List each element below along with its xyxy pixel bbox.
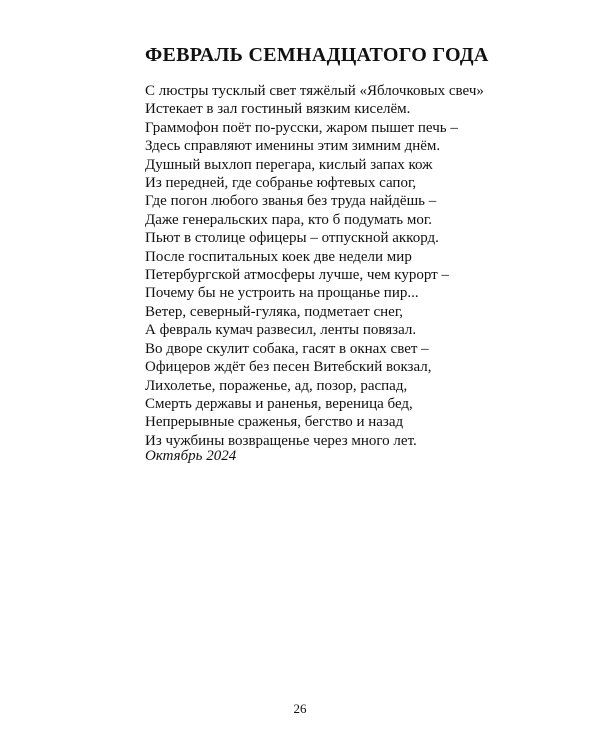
poem-line: Граммофон поёт по-русски, жаром пышет печь – xyxy=(145,119,458,136)
poem-line: Душный выхлоп перегара, кислый запах кож xyxy=(145,156,433,173)
poem-line: Из чужбины возвращенье через много лет. xyxy=(145,432,417,449)
poem-line: Истекает в зал гостиный вязким киселём. xyxy=(145,101,411,118)
poem-line: Офицеров ждёт без песен Витебский вокзал, xyxy=(145,359,432,376)
poem-line: Почему бы не устроить на прощанье пир... xyxy=(145,285,419,302)
poem-date: Октябрь 2024 xyxy=(145,448,237,464)
poem-line: Лихолетье, пораженье, ад, позор, распад, xyxy=(145,377,408,394)
poem-line: После госпитальных коек две недели мир xyxy=(145,248,412,265)
poem-body xyxy=(145,82,484,450)
poem-line: Петербургской атмосферы лучше, чем курорт – xyxy=(145,267,449,284)
page-number: 26 xyxy=(293,701,307,716)
poem-line: Ветер, северный-гуляка, подметает снег, xyxy=(145,303,404,320)
poem-line: Из передней, где собранье юфтевых сапог, xyxy=(145,175,417,192)
poem-line: Непрерывные сраженья, бегство и назад xyxy=(145,414,404,431)
poem-line: С люстры тусклый свет тяжёлый «Яблочковых свеч» xyxy=(145,83,484,99)
poem-line: Даже генеральских пара, кто б подумать мог. xyxy=(145,211,433,228)
poem-line: Во дворе скулит собака, гасят в окнах свет – xyxy=(145,340,429,357)
poem-line: Пьют в столице офицеры – отпускной аккорд. xyxy=(145,230,439,247)
poem-line: Где погон любого званья без труда найдёшь – xyxy=(145,193,437,210)
poem-line: А февраль кумач развесил, ленты повязал. xyxy=(145,322,417,339)
poem-title: ФЕВРАЛЬ СЕМНАДЦАТОГО ГОДА xyxy=(145,44,489,66)
poem-line: Смерть державы и раненья, вереница бед, xyxy=(145,395,413,412)
poem-line: Здесь справляют именины этим зимним днём. xyxy=(145,138,441,155)
